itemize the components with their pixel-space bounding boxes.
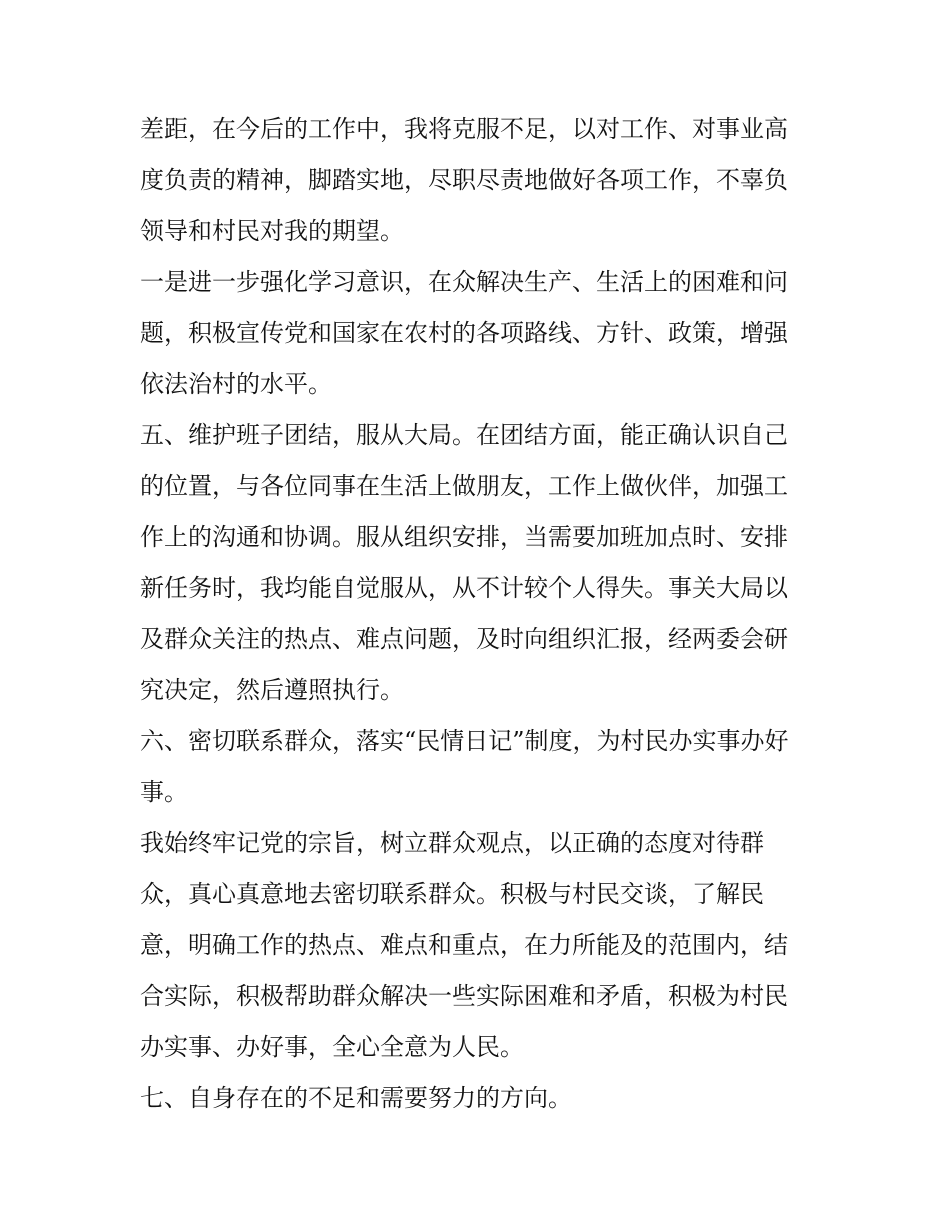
text-line: 及群众关注的热点、难点问题，及时向组织汇报，经两委会研 [140,625,788,653]
section-heading: 五、维护班子团结，服从大局。在团结方面，能正确认识自己 [140,421,788,449]
section-heading: 七、自身存在的不足和需要努力的方向。 [140,1084,572,1112]
text-line: 事。 [140,778,188,806]
text-line: 众，真心真意地去密切联系群众。积极与村民交谈，了解民 [140,880,764,908]
text-line: 度负责的精神，脚踏实地，尽职尽责地做好各项工作，不辜负 [140,166,788,194]
text-line: 的位置，与各位同事在生活上做朋友，工作上做伙伴，加强工 [140,472,788,500]
text-line: 合实际，积极帮助群众解决一些实际困难和矛盾，积极为村民 [140,982,788,1010]
section-heading: 六、密切联系群众，落实“民情日记”制度，为村民办实事办好 [140,727,789,755]
document-body [140,104,812,1124]
text-line: 办实事、办好事，全心全意为人民。 [140,1033,524,1061]
text-line: 我始终牢记党的宗旨，树立群众观点，以正确的态度对待群 [140,829,764,857]
text-line: 新任务时，我均能自觉服从，从不计较个人得失。事关大局以 [140,574,788,602]
text-line: 意，明确工作的热点、难点和重点，在力所能及的范围内，结 [140,931,788,959]
text-line: 题，积极宣传党和国家在农村的各项路线、方针、政策，增强 [140,319,788,347]
text-line: 领导和村民对我的期望。 [140,217,404,245]
text-line: 差距，在今后的工作中，我将克服不足，以对工作、对事业高 [140,115,788,143]
text-line: 究决定，然后遵照执行。 [140,676,404,704]
text-line: 依法治村的水平。 [140,370,332,398]
text-line: 作上的沟通和协调。服从组织安排，当需要加班加点时、安排 [140,523,788,551]
text-line: 一是进一步强化学习意识，在众解决生产、生活上的困难和问 [140,268,788,296]
